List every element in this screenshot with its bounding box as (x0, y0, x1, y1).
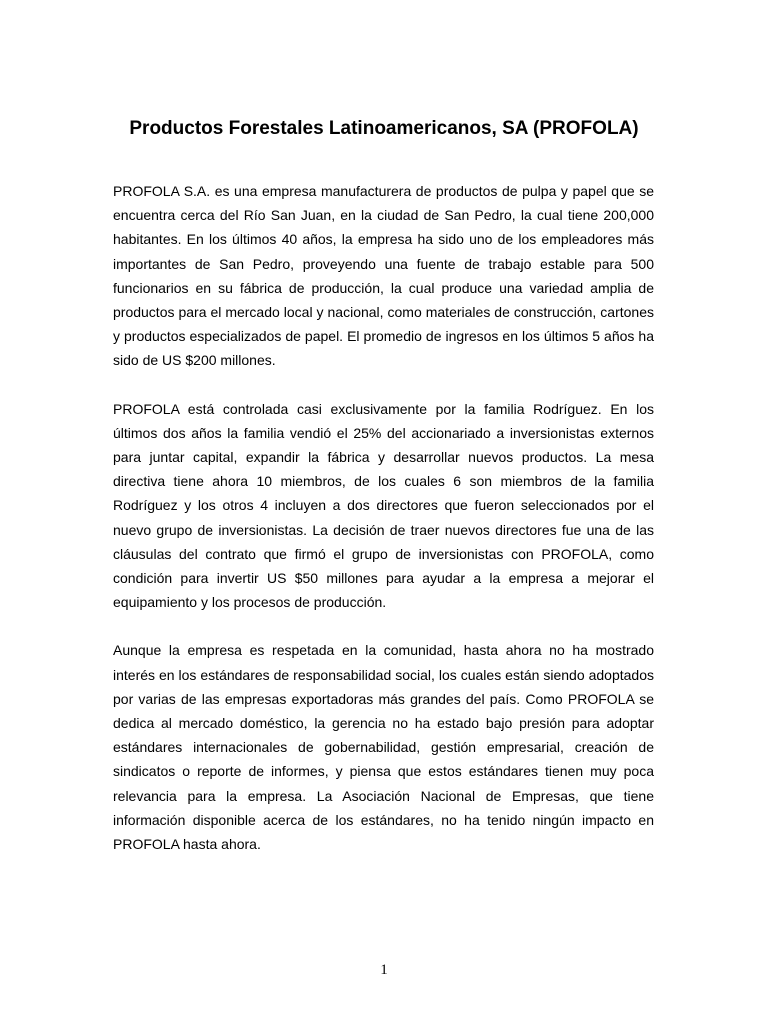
paragraph-2: PROFOLA está controlada casi exclusivamente por la familia Rodríguez. En los últimos dos años la familia vendió el 25% del accionariado a inversionistas externos para juntar capital, expandir la fábrica y desarrollar nuevos productos. La mesa directiva tiene ahora 10 miembros, de los cuales 6 son miembros de la familia Rodríguez y los otros 4 incluyen a dos directores que fueron seleccionados por el nuevo grupo de inversionistas. La decisión de traer nuevos directores fue una de las cláusulas del contrato que firmó el grupo de inversionistas con PROFOLA, como condición para invertir US $50 millones para ayudar a la empresa a mejorar el equipamiento y los procesos de producción. (113, 400, 654, 611)
paragraph-1: PROFOLA S.A. es una empresa manufacturera de productos de pulpa y papel que se encuentra cerca del Río San Juan, en la ciudad de San Pedro, la cual tiene 200,000 habitantes. En los últimos 40 años, la empresa ha sido uno de los empleadores más importantes de San Pedro, proveyendo una fuente de trabajo estable para 500 funcionarios en su fábrica de producción, la cual produce una variedad amplia de productos para el mercado local y nacional, como materiales de construcción, cartones y productos especializados de papel. El promedio de ingresos en los últimos 5 años ha sido de US $200 millones. (113, 183, 654, 369)
document-body (113, 179, 654, 880)
page-number: 1 (380, 962, 388, 978)
document-title: Productos Forestales Latinoamericanos, SA (PROFOLA) (129, 118, 639, 139)
paragraph-3: Aunque la empresa es respetada en la comunidad, hasta ahora no ha mostrado interés en los estándares de responsabilidad social, los cuales están siendo adoptados por varias de las empresas exportadoras más grandes del país. Como PROFOLA se dedica al mercado doméstico, la gerencia no ha estado bajo presión para adoptar estándares internacionales de gobernabilidad, gestión empresarial, creación de sindicatos o reporte de informes, y piensa que estos estándares tienen muy poca relevancia para la empresa. La Asociación Nacional de Empresas, que tiene información disponible acerca de los estándares, no ha tenido ningún impacto en PROFOLA hasta ahora. (113, 642, 654, 853)
